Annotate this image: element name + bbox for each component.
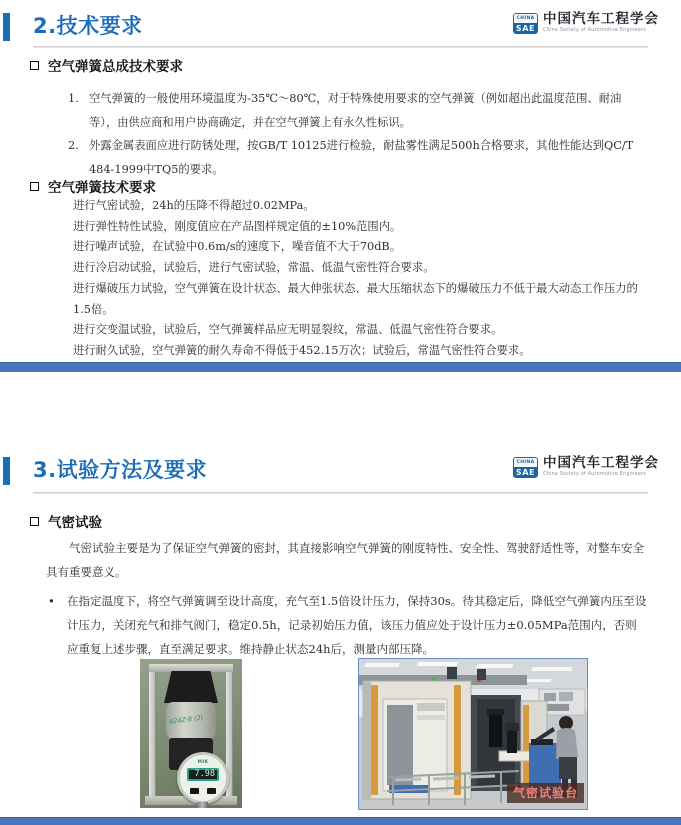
title-accent-bar xyxy=(3,457,10,485)
requirement-line: 进行噪声试验，在试验中0.6m/s的速度下，噪音值不大于70dB。 xyxy=(73,240,402,254)
procedure-bullet: • 在指定温度下，将空气弹簧调至设计高度，充气至1.5倍设计压力，保持30s。待其稳定后，降低空气弹簧内压至设计压力，关闭充气和排气阀门，稳定0.5h，记录初始压力值，该压力值应处于设计压力±0.05MPa范围内，否则应重复上述步骤，直至满足要求。维持静止状态24h后，测量内部压降。 xyxy=(48,589,648,661)
gauge-brand: MIK xyxy=(197,760,209,765)
slide1-title: 2.技术要求 xyxy=(33,14,143,38)
section-heading-assembly-requirements: 空气弹簧总成技术要求 xyxy=(30,55,183,75)
air-spring-top xyxy=(164,671,218,703)
slide2-title: 3.试验方法及要求 xyxy=(33,458,208,482)
handwritten-marking: 424Z-8 (2) xyxy=(168,713,204,726)
section-heading-airtightness-test: 气密试验 xyxy=(30,511,102,531)
gauge-button xyxy=(190,788,199,794)
org-name-en: China Society of Automotive Engineers xyxy=(543,471,646,477)
list-item: 2. 外露金属表面应进行防锈处理，按GB/T 10125进行检验，耐盐雾性满足500h合格要求，其他性能达到QC/T 484-1999中TQ5的要求。 xyxy=(68,139,634,176)
slide-footer-bar xyxy=(0,362,681,372)
pressure-gauge xyxy=(177,752,229,804)
sae-badge-icon: CHINA SAE xyxy=(513,457,538,478)
requirement-line: 进行弹性特性试验，刚度值应在产品图样规定值的±10%范围内。 xyxy=(73,219,402,233)
intro-paragraph: 气密试验主要是为了保证空气弹簧的密封，其直接影响空气弹簧的刚度特性、安全性、驾驶舒适性等，对整车安全具有重要意义。 xyxy=(46,541,644,579)
photo-caption-label: 气密试验台 xyxy=(507,783,584,803)
slide-test-methods xyxy=(0,448,681,825)
requirement-lines xyxy=(73,196,647,362)
title-divider xyxy=(33,492,648,494)
china-sae-logo xyxy=(513,456,659,478)
org-name-cn: 中国汽车工程学会 xyxy=(543,11,659,27)
photo-air-spring-gauge xyxy=(140,659,242,808)
square-bullet-icon xyxy=(30,182,39,191)
org-name-cn: 中国汽车工程学会 xyxy=(543,455,659,471)
title-accent-bar xyxy=(3,13,10,41)
rig-frame-top xyxy=(149,664,233,672)
list-item: 1. 空气弹簧的一般使用环境温度为-35℃～80℃，对于特殊使用要求的空气弹簧（例如超出此温度范围、耐油等），由供应商和用户协商确定，并在空气弹簧上有永久性标识。 xyxy=(68,92,622,129)
air-spring-bellows xyxy=(166,702,216,739)
requirement-line: 进行耐久试验，空气弹簧的耐久寿命不得低于452.15万次；试验后，常温气密性符合要求。 xyxy=(73,343,531,357)
title-divider xyxy=(33,46,648,48)
gauge-stem xyxy=(197,802,208,808)
gauge-lcd-value: 7.98 xyxy=(187,768,219,781)
requirement-line: 进行交变温试验，试验后，空气弹簧样品应无明显裂纹，常温、低温气密性符合要求。 xyxy=(73,323,503,337)
sae-badge-icon: CHINA SAE xyxy=(513,13,538,34)
requirement-line: 进行爆破压力试验，空气弹簧在设计状态、最大伸张状态、最大压缩状态下的爆破压力不低于最大动态工作压力的1.5倍。 xyxy=(73,281,638,316)
square-bullet-icon xyxy=(30,61,39,70)
square-bullet-icon xyxy=(30,517,39,526)
rig-frame-post xyxy=(149,665,156,798)
gauge-button xyxy=(207,788,216,794)
china-sae-logo xyxy=(513,12,659,34)
bullet-marker: • xyxy=(48,594,55,608)
org-name-en: China Society of Automotive Engineers xyxy=(543,27,646,33)
slide-technical-requirements xyxy=(0,0,681,372)
photo-test-bench-lab xyxy=(358,658,588,810)
slide-footer-bar xyxy=(0,817,681,825)
requirement-line: 进行冷启动试验，试验后，进行气密试验，常温、低温气密性符合要求。 xyxy=(73,261,435,275)
numbered-requirement-list xyxy=(68,87,646,181)
section-heading-spring-requirements: 空气弹簧技术要求 xyxy=(30,176,156,196)
requirement-line: 进行气密试验，24h的压降不得超过0.02MPa。 xyxy=(73,199,315,212)
